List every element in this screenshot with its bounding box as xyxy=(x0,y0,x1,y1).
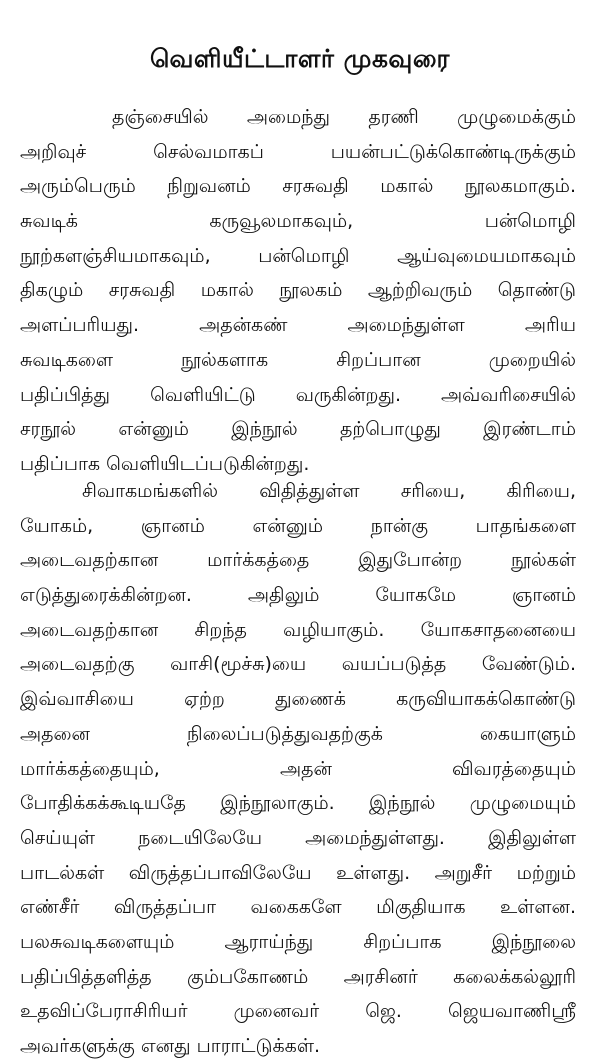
paragraph-line: பதிப்பித்தளித்த கும்பகோணம் அரசினர் கலைக்கல்லூரி xyxy=(20,965,576,988)
paragraph-line: அடைவதற்கு வாசி(மூச்சு)யை வயப்படுத்த வேண்டும். xyxy=(20,653,576,676)
paragraph-line: யோகம், ஞானம் என்னும் நான்கு பாதங்களை xyxy=(20,514,576,537)
paragraph-line: பலசுவடிகளையும் ஆராய்ந்து சிறப்பாக இந்நூலை xyxy=(20,930,576,953)
paragraph-line: சிவாகமங்களில் விதித்துள்ள சரியை, கிரியை, xyxy=(82,480,576,502)
paragraph-line: எடுத்துரைக்கின்றன. அதிலும் யோகமே ஞானம் xyxy=(20,584,576,607)
paragraph-line: திகழும் சரசுவதி மகால் நூலகம் ஆற்றிவரும் தொண்டு xyxy=(20,279,576,302)
paragraph-line: அளப்பரியது. அதன்கண் அமைந்துள்ள அரிய xyxy=(20,314,576,337)
paragraph-line: சுவடிக் கருவூலமாகவும், பன்மொழி xyxy=(20,210,576,233)
paragraph-line: உதவிப்பேராசிரியர் முனைவர் ஜெ. ஜெயவாணிஸ்ரீ xyxy=(20,1000,576,1023)
paragraph-line: மார்க்கத்தையும், அதன் விவரத்தையும் xyxy=(20,757,576,780)
paragraph-line: தஞ்சையில் அமைந்து தரணி முழுமைக்கும் xyxy=(112,106,576,128)
paragraph-line: அரும்பெரும் நிறுவனம் சரசுவதி மகால் நூலகமாகும். xyxy=(20,175,576,198)
paragraph-1 xyxy=(20,100,576,482)
paragraph-line: அடைவதற்கான மார்க்கத்தை இதுபோன்ற நூல்கள் xyxy=(20,549,576,572)
paragraph-line: போதிக்கக்கூடியதே இந்நூலாகும். இந்நூல் முழுமையும் xyxy=(20,792,576,815)
paragraph-line: அவர்களுக்கு எனது பாராட்டுக்கள். xyxy=(20,1035,321,1057)
paragraph-2 xyxy=(20,474,576,1064)
paragraph-line: அதனை நிலைப்படுத்துவதற்குக் கையாளும் xyxy=(20,722,576,745)
paragraph-line: அறிவுச் செல்வமாகப் பயன்பட்டுக்கொண்டிருக்கும் xyxy=(20,140,576,163)
paragraph-line: செய்யுள் நடையிலேயே அமைந்துள்ளது. இதிலுள்ள xyxy=(20,826,576,849)
paragraph-line: அடைவதற்கான சிறந்த வழியாகும். யோகசாதனையை xyxy=(20,618,576,641)
paragraph-line: சுவடிகளை நூல்களாக சிறப்பான முறையில் xyxy=(20,348,576,371)
paragraph-line: பதிப்பாக வெளியிடப்படுகின்றது. xyxy=(20,452,310,475)
paragraph-line: பாடல்கள் விருத்தப்பாவிலேயே உள்ளது. அறுசீர் மற்றும் xyxy=(20,861,576,884)
paragraph-line: நூற்களஞ்சியமாகவும், பன்மொழி ஆய்வுமையமாகவும் xyxy=(20,244,576,267)
paragraph-line: பதிப்பித்து வெளியிட்டு வருகின்றது. அவ்வரிசையில் xyxy=(20,383,576,406)
paragraph-line: சரநூல் என்னும் இந்நூல் தற்பொழுது இரண்டாம் xyxy=(20,418,576,441)
paragraph-line: இவ்வாசியை ஏற்ற துணைக் கருவியாகக்கொண்டு xyxy=(20,688,576,711)
page-title: வெளியீட்டாளர் முகவுரை xyxy=(150,44,450,73)
paragraph-line: எண்சீர் விருத்தப்பா வகைகளே மிகுதியாக உள்ளன. xyxy=(20,896,576,919)
